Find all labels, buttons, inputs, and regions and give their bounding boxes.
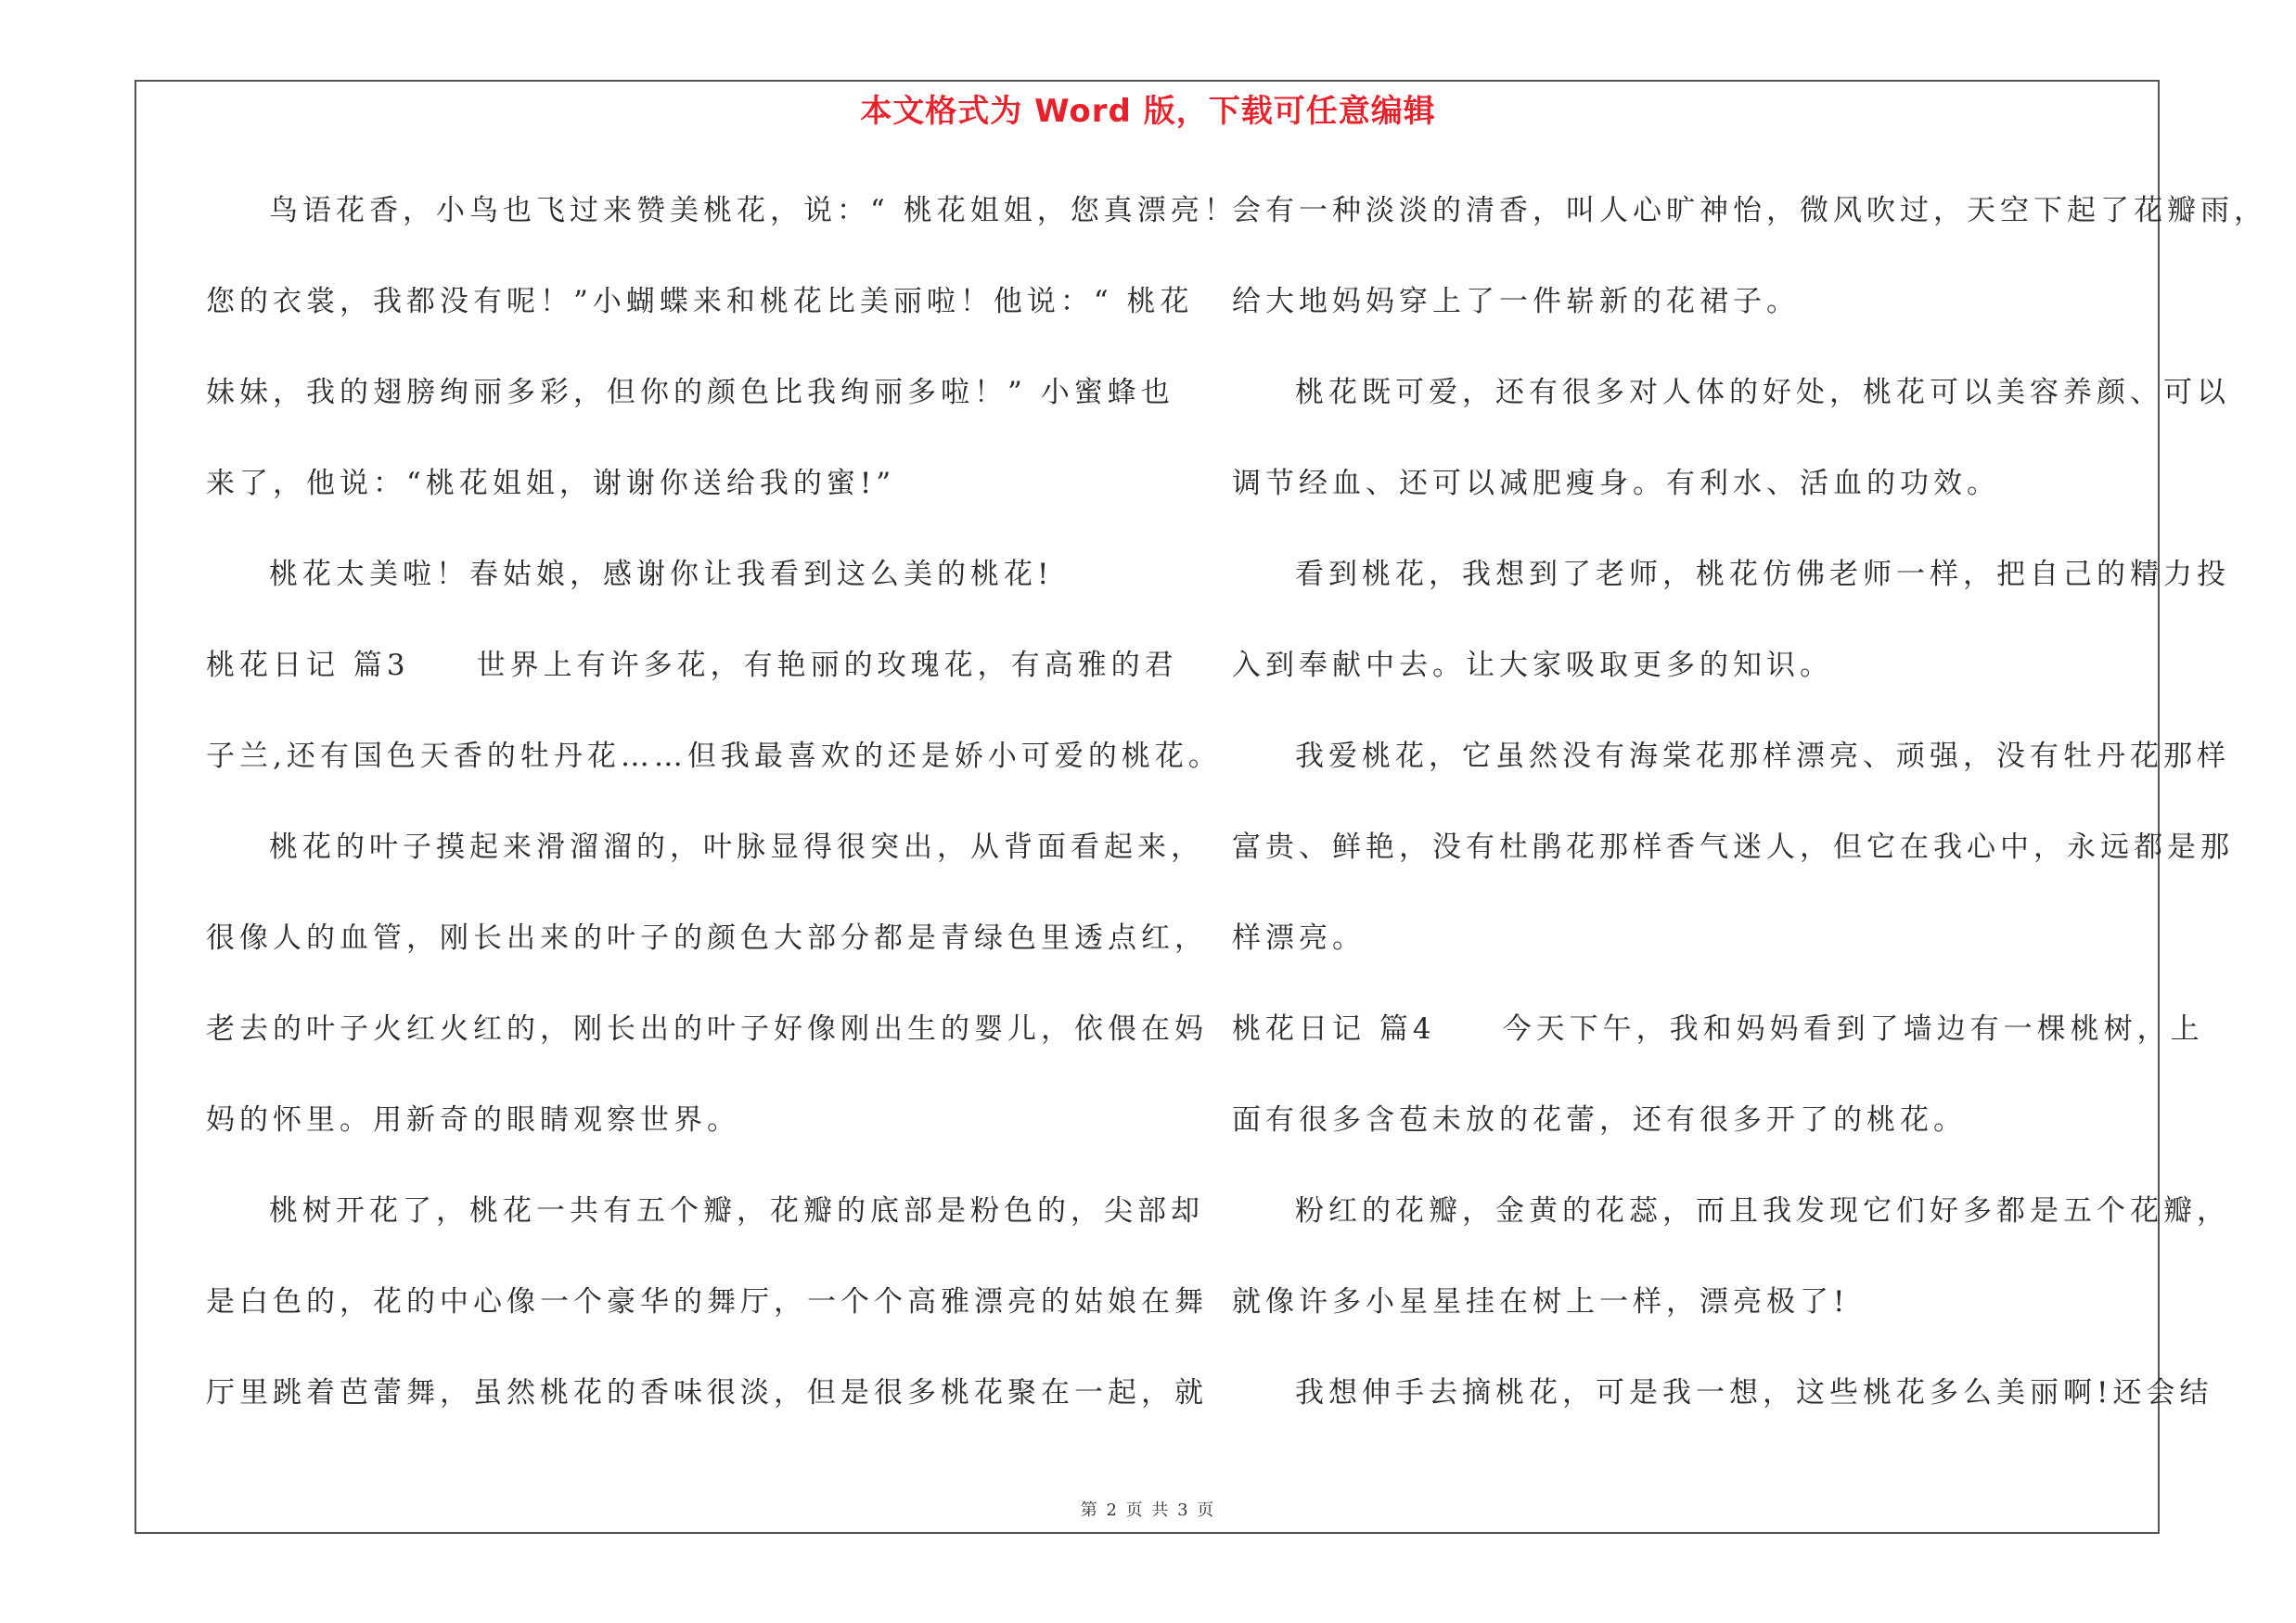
text-line: 粉红的花瓣，金黄的花蕊，而且我发现它们好多都是五个花瓣， — [1295, 1194, 2230, 1228]
text-line: 鸟语花香，小鸟也飞过来赞美桃花，说：“ 桃花姐姐，您真漂亮！ — [269, 194, 1238, 227]
format-banner: 本文格式为 Word 版，下载可任意编辑 — [860, 93, 1436, 130]
text-line: 您的衣裳，我都没有呢！”小蝴蝶来和桃花比美丽啦！他说：“ 桃花 — [206, 285, 1194, 318]
text-line: 桃树开花了，桃花一共有五个瓣，花瓣的底部是粉色的，尖部却 — [269, 1194, 1204, 1228]
text-line: 样漂亮。 — [1232, 921, 1366, 955]
text-line: 入到奉献中去。让大家吸取更多的知识。 — [1232, 649, 1833, 682]
text-line: 桃花太美啦！春姑娘，感谢你让我看到这么美的桃花! — [269, 558, 1054, 591]
text-line: 就像许多小星星挂在树上一样，漂亮极了! — [1232, 1285, 1850, 1319]
page-footer: 第 2 页 共 3 页 — [1080, 1501, 1216, 1520]
text-line: 会有一种淡淡的清香，叫人心旷神怡，微风吹过，天空下起了花瓣雨， — [1232, 194, 2267, 227]
text-line: 很像人的血管，刚长出来的叶子的颜色大部分都是青绿色里透点红， — [206, 921, 1208, 955]
text-line: 桃花日记 篇4 今天下午，我和妈妈看到了墙边有一棵桃树，上 — [1232, 1012, 2204, 1046]
left-column — [206, 181, 1238, 1454]
text-line: 桃花日记 篇3 世界上有许多花，有艳丽的玫瑰花，有高雅的君 — [206, 649, 1178, 682]
text-line: 调节经血、还可以减肥瘦身。有利水、活血的功效。 — [1232, 467, 2000, 500]
text-line: 来了，他说：“桃花姐姐，谢谢你送给我的蜜!” — [206, 467, 896, 500]
text-line: 我想伸手去摘桃花，可是我一想，这些桃花多么美丽啊!还会结 — [1295, 1376, 2213, 1410]
right-column — [1232, 181, 2267, 1454]
text-line: 子兰,还有国色天香的牡丹花……但我最喜欢的还是娇小可爱的桃花。 — [206, 740, 1222, 773]
text-line: 妹妹，我的翅膀绚丽多彩，但你的颜色比我绚丽多啦！” 小蜜蜂也 — [206, 376, 1174, 409]
text-line: 老去的叶子火红火红的，刚长出的叶子好像刚出生的婴儿，依偎在妈 — [206, 1012, 1208, 1046]
text-line: 厅里跳着芭蕾舞，虽然桃花的香味很淡，但是很多桃花聚在一起，就 — [206, 1376, 1208, 1410]
text-line: 富贵、鲜艳，没有杜鹃花那样香气迷人，但它在我心中，永远都是那 — [1232, 831, 2234, 864]
text-line: 是白色的，花的中心像一个豪华的舞厅，一个个高雅漂亮的姑娘在舞 — [206, 1285, 1208, 1319]
text-line: 我爱桃花，它虽然没有海棠花那样漂亮、顽强，没有牡丹花那样 — [1295, 740, 2230, 773]
text-line: 面有很多含苞未放的花蕾，还有很多开了的桃花。 — [1232, 1103, 1967, 1137]
text-line: 妈的怀里。用新奇的眼睛观察世界。 — [206, 1103, 740, 1137]
text-line: 给大地妈妈穿上了一件崭新的花裙子。 — [1232, 285, 1800, 318]
text-line: 桃花既可爱，还有很多对人体的好处，桃花可以美容养颜、可以 — [1295, 376, 2230, 409]
text-line: 看到桃花，我想到了老师，桃花仿佛老师一样，把自己的精力投 — [1295, 558, 2230, 591]
text-line: 桃花的叶子摸起来滑溜溜的，叶脉显得很突出，从背面看起来， — [269, 831, 1204, 864]
